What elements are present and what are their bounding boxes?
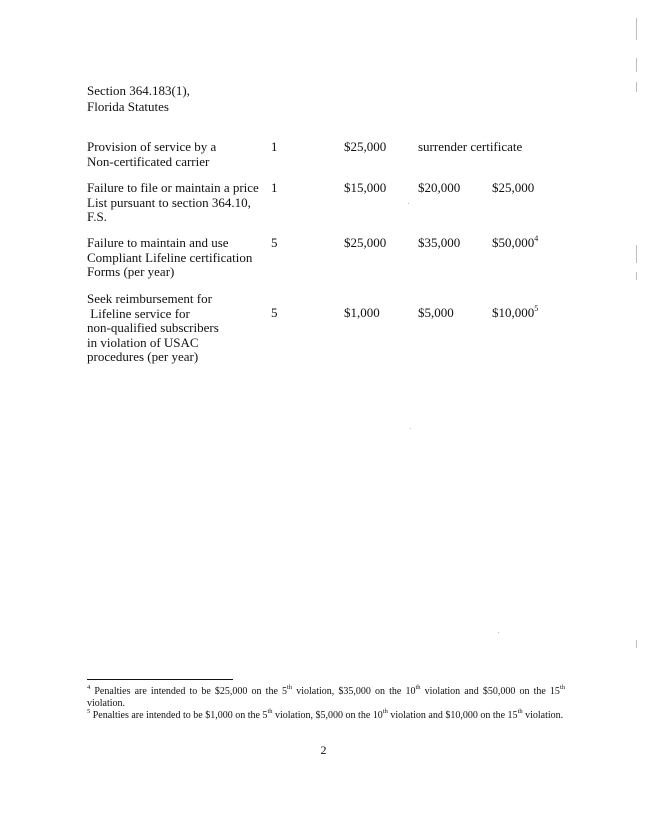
footnote-ref: 5 bbox=[534, 303, 539, 313]
scan-artifact bbox=[636, 245, 637, 263]
footnote-4 bbox=[87, 683, 565, 710]
ordinal-suffix: th bbox=[415, 683, 421, 691]
description-line: in violation of USAC bbox=[87, 334, 199, 350]
ordinal-suffix: th bbox=[382, 707, 388, 715]
second-penalty: $5,000 bbox=[418, 305, 454, 320]
footnotes bbox=[87, 683, 565, 722]
ordinal-suffix: th bbox=[517, 707, 523, 715]
scan-artifact bbox=[636, 272, 637, 280]
subsequent-penalty: surrender certificate bbox=[418, 139, 523, 154]
violation-count: 1 bbox=[271, 139, 278, 154]
description-line: procedures (per year) bbox=[87, 349, 199, 364]
first-penalty: $1,000 bbox=[344, 305, 380, 320]
violation-count: 1 bbox=[271, 180, 278, 195]
footnote-ref: 4 bbox=[534, 233, 539, 243]
footnote-text: Penalties are intended to be $1,000 on the 5 bbox=[92, 710, 268, 721]
description-line: non-qualified subscribers bbox=[87, 320, 219, 335]
third-penalty-value: $10,000 bbox=[492, 305, 535, 320]
violation-description bbox=[87, 140, 262, 169]
footnote-text: violation. bbox=[87, 698, 126, 709]
description-line: Failure to file or maintain a price bbox=[87, 180, 259, 195]
second-penalty: $20,000 bbox=[418, 180, 461, 195]
footnote-marker: 4 bbox=[87, 683, 91, 691]
footnote-5 bbox=[87, 707, 565, 722]
ordinal-suffix: th bbox=[559, 683, 565, 691]
ordinal-suffix: th bbox=[287, 683, 293, 691]
statute-source: Florida Statutes bbox=[87, 99, 169, 114]
description-line: Seek reimbursement for bbox=[87, 291, 212, 306]
description-line: Compliant Lifeline certification bbox=[87, 249, 253, 265]
description-line: List pursuant to section 364.10, bbox=[87, 194, 251, 210]
statute-heading bbox=[87, 83, 190, 115]
description-line: Lifeline service for bbox=[87, 305, 190, 321]
violation-description bbox=[87, 236, 262, 280]
footnote-marker: 5 bbox=[87, 707, 91, 715]
violation-description bbox=[87, 292, 262, 365]
scan-artifact bbox=[408, 203, 409, 204]
ordinal-suffix: th bbox=[267, 707, 273, 715]
first-penalty: $25,000 bbox=[344, 139, 387, 154]
footnote-text: violation, $5,000 on the 10 bbox=[272, 710, 383, 721]
scan-artifact bbox=[636, 640, 637, 648]
scan-artifact bbox=[636, 82, 637, 92]
violation-count: 5 bbox=[271, 305, 278, 320]
statute-section: Section 364.183(1), bbox=[87, 83, 190, 98]
description-line: Provision of service by a bbox=[87, 139, 217, 154]
violation-count: 5 bbox=[271, 235, 278, 250]
scan-artifact bbox=[410, 428, 411, 429]
violation-description bbox=[87, 181, 262, 225]
third-penalty bbox=[492, 303, 539, 321]
description-line: Failure to maintain and use bbox=[87, 235, 229, 250]
third-penalty bbox=[492, 233, 539, 251]
third-penalty-value: $50,000 bbox=[492, 235, 535, 250]
scan-artifact bbox=[498, 632, 499, 633]
scan-artifact bbox=[636, 58, 637, 72]
first-penalty: $15,000 bbox=[344, 180, 387, 195]
footnote-text: violation. bbox=[522, 710, 564, 721]
footnote-text: violation and $10,000 on the 15 bbox=[387, 710, 518, 721]
description-line: Non-certificated carrier bbox=[87, 153, 210, 169]
scan-artifact bbox=[636, 18, 637, 40]
footnote-text: Penalties are intended to be $25,000 on the 5 bbox=[94, 686, 288, 697]
description-line: F.S. bbox=[87, 209, 107, 224]
description-line: Forms (per year) bbox=[87, 264, 175, 279]
page-number: 2 bbox=[320, 743, 327, 757]
third-penalty: $25,000 bbox=[492, 180, 535, 195]
footnote-text: violation and $50,000 on the 15 bbox=[420, 686, 560, 697]
footnote-text: violation, $35,000 on the 10 bbox=[292, 686, 416, 697]
first-penalty: $25,000 bbox=[344, 235, 387, 250]
footnote-separator bbox=[87, 679, 233, 680]
second-penalty: $35,000 bbox=[418, 235, 461, 250]
